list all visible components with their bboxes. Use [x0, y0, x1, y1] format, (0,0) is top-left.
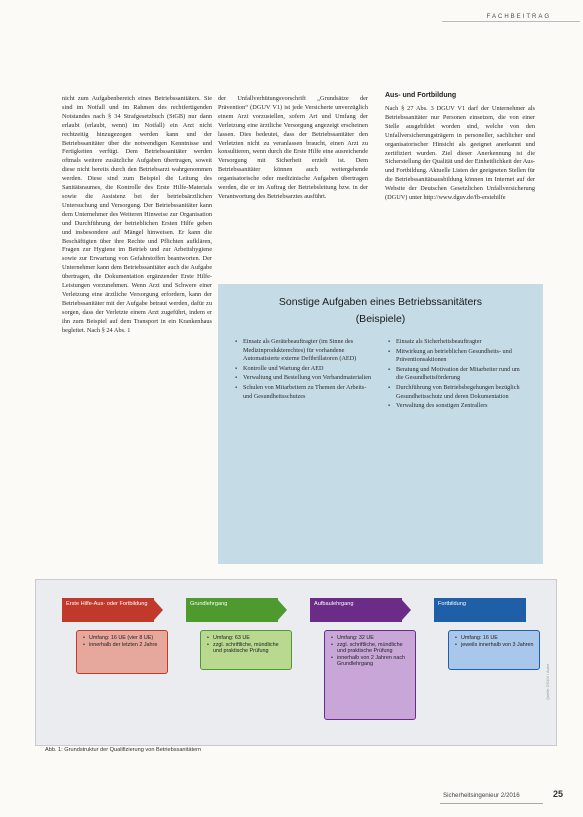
info-box	[218, 284, 543, 564]
footer-divider	[440, 803, 543, 804]
stage-2-header: Grundlehrgang	[186, 598, 278, 622]
info-box-title: Sonstige Aufgaben eines Betriebssanitäters	[278, 296, 483, 308]
list-item: ▪ Mitwirkung an betrieblichen Gesundheits- und Präventionsaktionen	[396, 348, 528, 365]
info-box-left-list	[235, 338, 375, 402]
header-divider	[442, 21, 580, 22]
list-item: ▪ Durchführung von Betriebsbegehungen bezüglich Gesundheitsschutz und deren Dokumentation	[396, 384, 528, 401]
figure-credit: Quelle: DGUV / Autor	[546, 663, 550, 700]
stage-item: • zzgl. schriftliche, mündliche und praktische Prüfung	[213, 642, 286, 655]
column-3-text: Nach § 27 Abs. 3 DGUV V1 darf der Unternehmer als Betriebssanitäter nur Personen einsetzen, die von einer Stelle ausgebildet worden sind, welche von den Unfallversicherungsträgern in personeller, sachlicher und organisatorischer Hinsicht als geeignet anerkannt und zertifiziert wurden. Ziel dieser Anerkennung ist die Sicherstellung der Qualität und der Einheitlichkeit der Aus- und Fortbildung. Aktuelle Listen der geeigneten Stellen für die Betriebssanitätsausbildung können im Internet auf der Website der Deutschen Gesetzlichen Unfallversicherung (DGUV) unter http://www.dguv.de/fb-erstehilfe	[385, 105, 535, 202]
article-column-2	[218, 95, 368, 202]
column-2-text: der Unfallverhütungsvorschrift „Grundsätze der Prävention“ (DGUV V1) ist jede Versicherte unverzüglich einem Arzt vorzustellen, sofern Art und Umfang der Verletzung eine ärztliche Versorgung angezeigt erscheinen lassen. Dies bedeutet, dass der Betriebssanitäter den Verletzten nicht zu veranlassen braucht, einen Arzt zu konsultieren, wenn durch die Erste Hilfe eine ausreichende Versorgung mit Sicherheit erzielt ist. Dem Betriebssanitäter können auch weitergehende organisatorische oder medizinische Aufgaben übertragen werden, die er im Auftrag der Betriebsleitung bzw. in der Verantwortung des Betriebsarztes ausführt.	[218, 95, 368, 200]
publication-name: Sicherheitsingenieur 2/2016	[443, 792, 520, 799]
list-item: ▪ Kontrolle und Wartung der AED	[243, 365, 375, 374]
info-box-right-list	[388, 338, 528, 412]
list-item: ▪ Verwaltung und Bestellung von Verbandmaterialien	[243, 374, 375, 383]
stage-4-header: Fortbildung	[434, 598, 526, 622]
article-column-3	[385, 105, 535, 203]
column-1-text: nicht zum Aufgabenbereich eines Betriebssanitäters. Sie sind im Notfall und im Rahmen des rechtfertigenden Notstandes nach § 34 Strafgesetzbuch (StGB) nur dann erlaubt (erlaubt, wenn) im Notfall) ein Arzt nicht rechtzeitig hinzugezogen werden kann und der Betriebssanitäter über die notwendigen Kenntnisse und Fertigkeiten verfügt. Dem Betriebssanitäter werden oftmals weitere zusätzliche Aufgaben übertragen, soweit diese nicht bereits durch den Betriebsarzt wahrgenommen werden. Diese sind zum Beispiel die Leitung des Sanitätsraumes, die Kontrolle des Erste Hilfe-Materials sowie die Assistenz bei der betriebsärztlichen Untersuchung und Versorgung. Der Betriebssanitäter kann dem Unternehmer des Weiteren Hinweise zur Organisation und Durchführung der betrieblichen Ersten Hilfe geben und insbesondere auf Mängel hinweisen. Er kann die Beschäftigten über ihre Rechte und Pflichten aufklären, Fragen zur Hygiene im Betrieb und zur Arbeitshygiene sowie zur Erwartung von Gefahrstoffen beantworten. Der Unternehmer kann dem Betriebssanitäter auch die Aufgabe übertragen, die Dokumentation ergänzender Erste Hilfe-Leistungen vorzunehmen. Wenn Arzt und Schwere einer Verletzung eine ärztliche Versorgung erfordern, kann der Betriebssanitäter mit der Aufgabe betraut werden, dafür zu sorgen, dass der Verletzte einem Arzt zugeführt, indem er ihn zum Beispiel auf dem Transport in ein Krankenhaus begleitet. Nach § 24 Abs. 1	[62, 95, 212, 334]
stage-1-box	[76, 630, 168, 674]
list-item: ▪ Einsatz als Sicherheitsbeauftragter	[396, 338, 528, 347]
arrow-icon	[278, 600, 287, 620]
arrow-icon	[402, 600, 411, 620]
section-heading: Aus- und Fortbildung	[385, 92, 457, 99]
stage-3-header: Aufbaulehrgang	[310, 598, 402, 622]
info-box-subtitle: (Beispiele)	[355, 313, 406, 325]
stage-item: • zzgl. schriftliche, mündliche und praktische Prüfung	[337, 642, 410, 655]
figure-caption: Abb. 1: Grundstruktur der Qualifizierung von Betriebssanitätern	[45, 747, 202, 753]
stage-item: • Umfang: 32 UE	[337, 635, 410, 642]
list-item: ▪ Beratung und Motivation der Mitarbeiter rund um die Gesundheitsförderung	[396, 366, 528, 383]
stage-item: • Umfang: 16 UE (vier 8 UE)	[89, 635, 162, 642]
stage-item: • innerhalb der letzten 2 Jahre	[89, 642, 162, 649]
qualification-diagram	[35, 579, 557, 746]
stage-1-header: Erste Hilfe-Aus- oder Fortbildung	[62, 598, 154, 622]
stage-item: • Umfang: 16 UE	[461, 635, 534, 642]
stage-item: • Umfang: 63 UE	[213, 635, 286, 642]
arrow-icon	[154, 600, 163, 620]
stage-4-box	[448, 630, 540, 670]
stage-item: • jeweils innerhalb von 3 Jahren	[461, 642, 534, 649]
page-number: 25	[553, 789, 564, 799]
list-item: ▪ Einsatz als Gerätebeauftragter (im Sinne des Medizinprodukterechtes) für vorhandene Automatisierte externe Defibrillatoren (AED)	[243, 338, 375, 364]
list-item: ▪ Verwaltung des sonstigen Zentrallers	[396, 402, 528, 411]
section-label: FACHBEITRAG	[486, 14, 551, 20]
stage-2-box	[200, 630, 292, 670]
article-column-1	[62, 95, 212, 335]
stage-item: • innerhalb von 2 Jahren nach Grundlehrgang	[337, 655, 410, 668]
list-item: ▪ Schulen von Mitarbeitern zu Themen der Arbeits- und Gesundheitsschutzes	[243, 384, 375, 401]
stage-3-box	[324, 630, 416, 720]
